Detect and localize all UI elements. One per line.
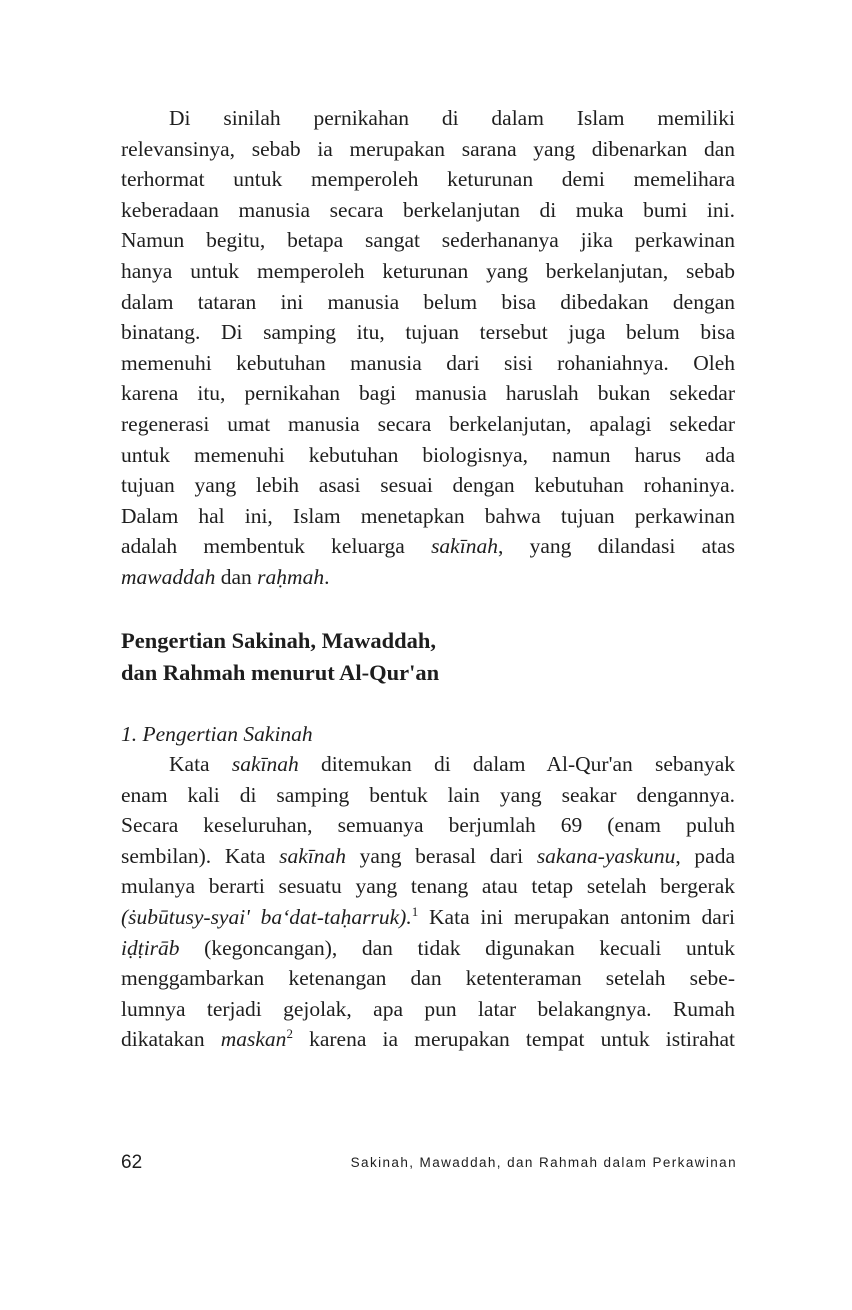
text-run: (kegoncangan), dan tidak digunakan kecuali untuk [179,935,735,960]
text-line [121,562,735,593]
text-run: yang berasal dari [346,843,537,868]
text-line: tujuan yang lebih asasi sesuai dengan kebutuhan rohaninya. [121,473,735,498]
text-run: Kata ini merupakan antonim dari [418,905,735,930]
text-run: sembilan). Kata [121,843,280,868]
text-run: . [324,564,330,589]
running-title: Sakinah, Mawaddah, dan Rahmah dalam Perkawinan [350,1155,737,1170]
text-run: Kata [169,752,232,777]
page-number: 62 [121,1152,143,1173]
heading-line: dan Rahmah menurut Al-Qur'an [121,659,440,685]
text-run: adalah membentuk keluarga [121,534,432,559]
arabic-term: mawaddah [121,564,216,589]
text-line: regenerasi umat manusia secara berkelanjutan, apalagi sekedar [121,411,735,436]
text-line: enam kali di samping bentuk lain yang seakar dengannya. [121,782,735,807]
text-line: Di sinilah pernikahan di dalam Islam memiliki [169,106,735,130]
subsection-heading: 1. Pengertian Sakinah [121,721,313,746]
text-line: memenuhi kebutuhan manusia dari sisi rohaniahnya. Oleh [121,350,735,375]
text-line: relevansinya, sebab ia merupakan sarana yang dibenarkan dan [121,136,735,161]
text-line: binatang. Di samping itu, tujuan tersebut juga belum bisa [121,320,735,345]
footnote-marker[interactable]: 1 [411,903,419,919]
text-line: menggambarkan ketenangan dan ketenteraman setelah sebe- [121,966,735,991]
text-run: , pada [675,843,735,868]
text-line [121,902,735,933]
text-run: , yang dilandasi atas [497,534,735,559]
arabic-term: sakīnah [279,843,346,868]
page-footer [121,1152,737,1180]
heading-line: Pengertian Sakinah, Mawaddah, [121,627,437,653]
text-run: dan [215,564,258,589]
text-line [121,933,735,964]
text-line: karena itu, pernikahan bagi manusia haruslah bukan sekedar [121,381,735,406]
text-run: ditemukan di dalam Al-Qur'an sebanyak [298,752,735,777]
arabic-term: raḥmah [257,564,325,589]
arabic-term: sakīnah [431,534,498,559]
footnote-marker[interactable]: 2 [286,1026,293,1042]
text-line [121,841,735,872]
arabic-term: sakana-yaskunu [536,843,676,868]
section-heading [121,625,735,689]
text-line: terhormat untuk memperoleh keturunan demi memelihara [121,167,735,192]
text-line: untuk memenuhi kebutuhan biologisnya, namun harus ada [121,442,735,467]
arabic-term: (ṡubūtusy-syai' ba‘dat-taḥarruk). [121,905,412,930]
text-line [121,749,735,780]
paragraph-sakinah [121,749,735,1055]
paragraph-relevance [121,103,735,593]
text-line: mulanya berarti sesuatu yang tenang atau tetap setelah bergerak [121,874,735,899]
page-body [121,103,735,1055]
text-line: lumnya terjadi gejolak, apa pun latar belakangnya. Rumah [121,996,735,1021]
text-line: dalam tataran ini manusia belum bisa dibedakan dengan [121,289,735,314]
arabic-term: iḍṭirāb [121,935,180,960]
arabic-term: maskan [220,1027,287,1052]
arabic-term: sakīnah [231,752,299,777]
text-line [121,531,735,562]
text-line [121,1024,735,1055]
text-run: karena ia merupakan tempat untuk istirahat [292,1027,735,1052]
text-line: keberadaan manusia secara berkelanjutan di muka bumi ini. [121,197,735,222]
text-line: Namun begitu, betapa sangat sederhananya jika perkawinan [121,228,735,253]
text-line: Secara keseluruhan, semuanya berjumlah 69 (enam puluh [121,813,735,838]
text-line: Dalam hal ini, Islam menetapkan bahwa tujuan perkawinan [121,503,735,528]
text-run: dikatakan [121,1027,221,1052]
text-line: hanya untuk memperoleh keturunan yang berkelanjutan, sebab [121,258,735,283]
